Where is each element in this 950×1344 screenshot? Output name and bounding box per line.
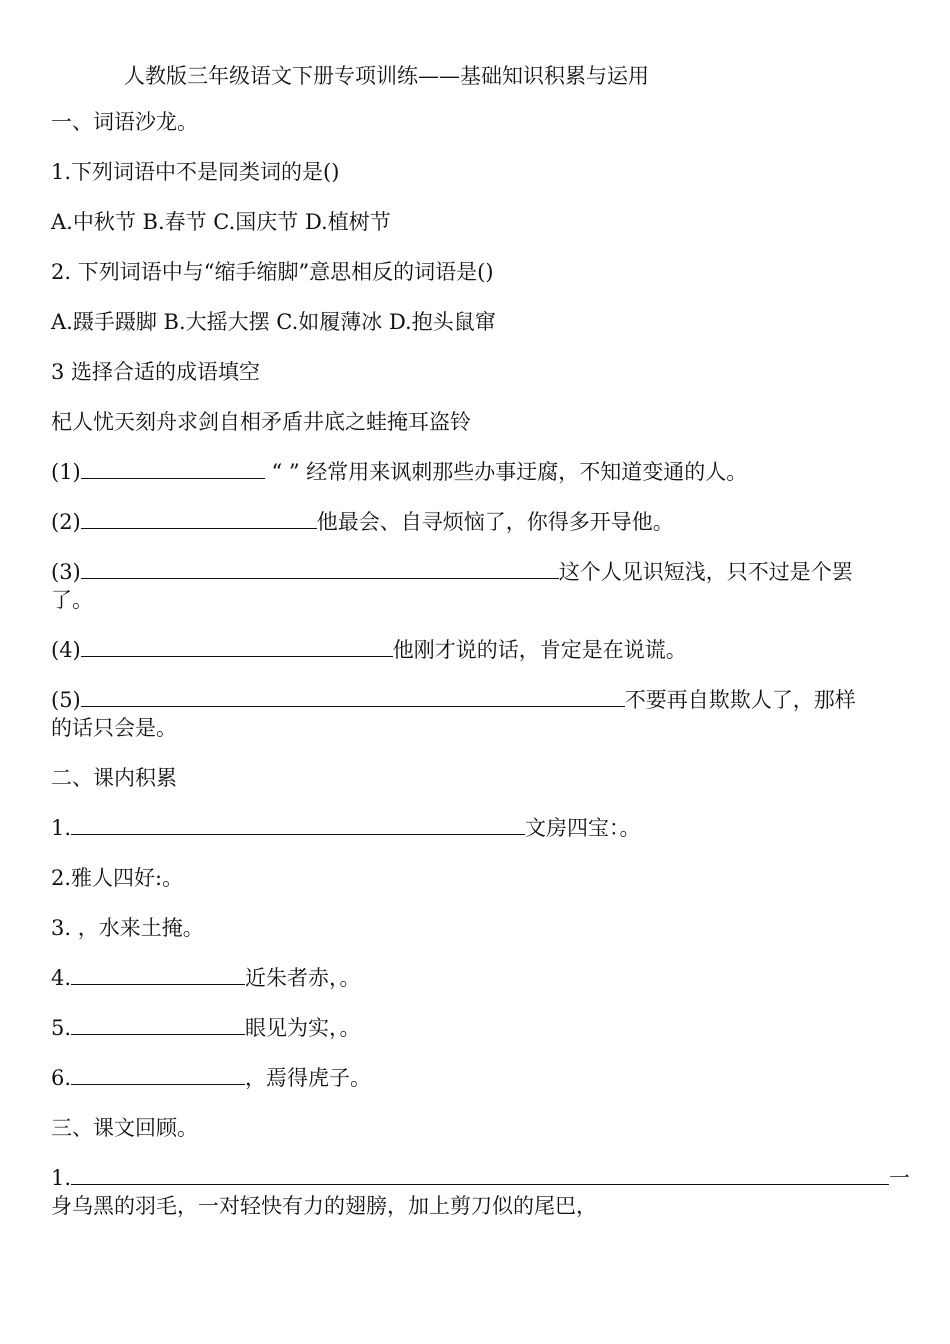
fill-item-text: 不要再自欺欺人了，那样 [624, 688, 856, 712]
answer-blank[interactable] [81, 636, 393, 657]
question-2: 2. 下列词语中与“缩手缩脚”意思相反的词语是() [51, 260, 494, 284]
review-item-1 [51, 1164, 911, 1220]
fill-item-continuation: 了。 [51, 588, 93, 612]
review-item-continuation: 身乌黑的羽毛，一对轻快有力的翅膀，加上剪刀似的尾巴， [51, 1194, 597, 1218]
accumulation-item-2 [51, 864, 890, 892]
fill-item-number: (5) [51, 688, 81, 712]
item-text: 一 [889, 1166, 911, 1190]
idiom-word-bank: 杞人忧天刻舟求剑自相矛盾井底之蛙掩耳盗铃 [51, 410, 471, 434]
fill-item-text: 这个人见识短浅，只不过是个罢 [558, 560, 853, 584]
fill-item-number: (2) [51, 510, 81, 534]
item-text: 雅人四好:。 [71, 866, 184, 890]
item-number: 1. [51, 816, 72, 840]
accumulation-item-5 [51, 1014, 890, 1042]
answer-blank[interactable] [71, 814, 525, 835]
item-number: 4. [51, 966, 72, 990]
accumulation-item-3 [51, 914, 890, 942]
fill-item-number: (1) [51, 460, 81, 484]
fill-item-text: 他刚才说的话，肯定是在说谎。 [392, 638, 687, 662]
answer-blank[interactable] [71, 1064, 245, 1085]
fill-item-continuation: 的话只会是。 [51, 716, 177, 740]
item-number: 3. [51, 916, 72, 940]
accumulation-item-4 [51, 964, 890, 992]
item-text: 文房四宝：。 [525, 816, 641, 840]
question-1-options: A.中秋节 B.春节 C.国庆节 D.植树节 [51, 210, 391, 234]
answer-blank[interactable] [81, 558, 559, 579]
answer-blank[interactable] [81, 686, 625, 707]
item-text: ，水来土掩。 [71, 916, 204, 940]
fill-item-2 [51, 508, 890, 536]
item-number: 2. [51, 866, 72, 890]
fill-item-5 [51, 686, 890, 742]
section-3-heading: 三、课文回顾。 [51, 1116, 198, 1140]
fill-item-text: 他最会、自寻烦恼了，你得多开导他。 [316, 510, 674, 534]
section-1-heading: 一、词语沙龙。 [51, 110, 198, 134]
item-text: 近朱者赤，。 [245, 966, 361, 990]
item-number: 6. [51, 1066, 72, 1090]
section-2-heading: 二、课内积累 [51, 766, 177, 790]
fill-item-number: (4) [51, 638, 81, 662]
accumulation-item-1 [51, 814, 890, 842]
answer-blank[interactable] [71, 1014, 245, 1035]
item-number: 1. [51, 1166, 72, 1190]
fill-item-4 [51, 636, 890, 664]
question-1: 1.下列词语中不是同类词的是() [51, 160, 340, 184]
answer-blank[interactable] [81, 458, 265, 479]
fill-item-3 [51, 558, 890, 614]
fill-item-text: “ ” 经常用来讽刺那些办事迂腐，不知道变通的人。 [271, 460, 748, 484]
question-3: 3 选择合适的成语填空 [51, 360, 261, 384]
accumulation-item-6 [51, 1064, 890, 1092]
item-number: 5. [51, 1016, 72, 1040]
answer-blank[interactable] [81, 508, 317, 529]
answer-blank[interactable] [71, 964, 245, 985]
worksheet-title: 人教版三年级语文下册专项训练——基础知识积累与运用 [124, 64, 649, 88]
item-text: 眼见为实，。 [245, 1016, 361, 1040]
question-2-options: A.蹑手蹑脚 B.大摇大摆 C.如履薄冰 D.抱头鼠窜 [51, 310, 496, 334]
item-text: ，焉得虎子。 [245, 1066, 372, 1090]
fill-item-1 [51, 458, 890, 486]
answer-blank[interactable] [71, 1164, 889, 1185]
fill-item-number: (3) [51, 560, 81, 584]
